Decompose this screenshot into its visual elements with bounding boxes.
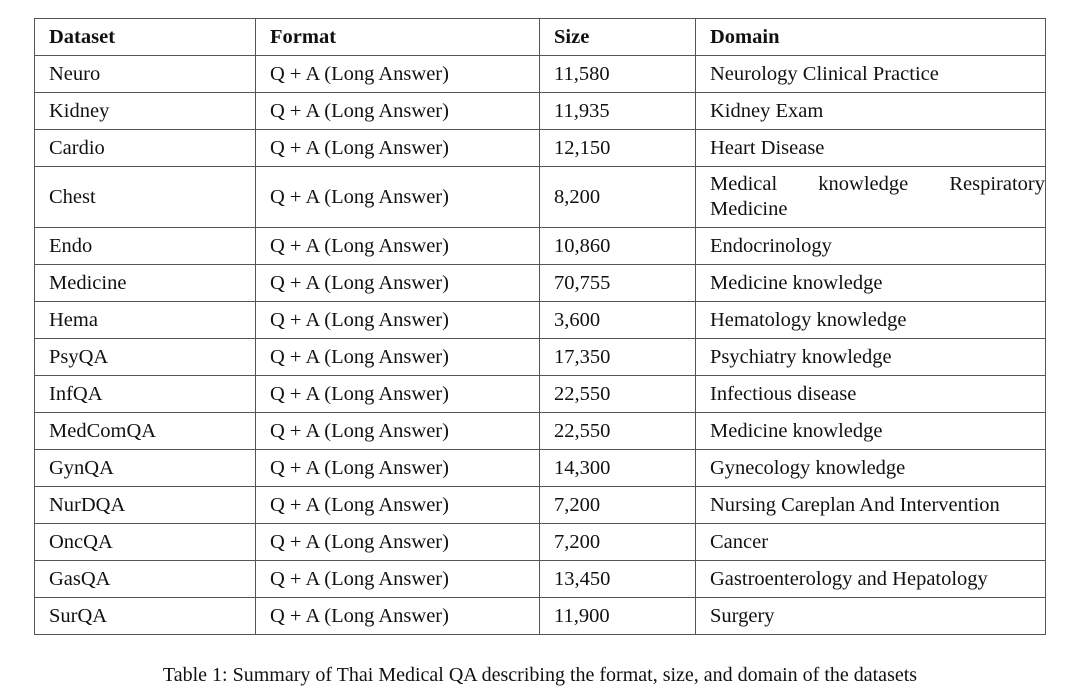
cell-dataset: Chest bbox=[35, 167, 256, 228]
cell-domain: Hematology knowledge bbox=[696, 302, 1046, 339]
table-header-row bbox=[35, 19, 1046, 56]
table-row bbox=[35, 228, 1046, 265]
cell-format: Q + A (Long Answer) bbox=[256, 93, 540, 130]
cell-domain: Neurology Clinical Practice bbox=[696, 56, 1046, 93]
cell-domain: Kidney Exam bbox=[696, 93, 1046, 130]
table-row bbox=[35, 265, 1046, 302]
cell-domain: Surgery bbox=[696, 598, 1046, 635]
table-caption: Table 1: Summary of Thai Medical QA describing the format, size, and domain of the datasets bbox=[162, 664, 918, 686]
cell-dataset: NurDQA bbox=[35, 487, 256, 524]
cell-format: Q + A (Long Answer) bbox=[256, 413, 540, 450]
cell-size: 22,550 bbox=[540, 376, 696, 413]
cell-format: Q + A (Long Answer) bbox=[256, 265, 540, 302]
cell-size: 7,200 bbox=[540, 487, 696, 524]
cell-size: 11,900 bbox=[540, 598, 696, 635]
cell-format: Q + A (Long Answer) bbox=[256, 524, 540, 561]
cell-domain: Endocrinology bbox=[696, 228, 1046, 265]
table-row bbox=[35, 561, 1046, 598]
table-row bbox=[35, 450, 1046, 487]
cell-dataset: Neuro bbox=[35, 56, 256, 93]
cell-domain: Medicine knowledge bbox=[696, 265, 1046, 302]
cell-format: Q + A (Long Answer) bbox=[256, 450, 540, 487]
cell-format: Q + A (Long Answer) bbox=[256, 56, 540, 93]
cell-size: 70,755 bbox=[540, 265, 696, 302]
cell-size: 3,600 bbox=[540, 302, 696, 339]
cell-domain: Cancer bbox=[696, 524, 1046, 561]
cell-dataset: Hema bbox=[35, 302, 256, 339]
cell-dataset: Endo bbox=[35, 228, 256, 265]
table-row bbox=[35, 130, 1046, 167]
cell-size: 13,450 bbox=[540, 561, 696, 598]
cell-size: 22,550 bbox=[540, 413, 696, 450]
header-dataset: Dataset bbox=[35, 19, 256, 56]
cell-domain: Gastroenterology and Hepatology bbox=[696, 561, 1046, 598]
header-format: Format bbox=[256, 19, 540, 56]
table-row bbox=[35, 339, 1046, 376]
table-row bbox=[35, 93, 1046, 130]
cell-format: Q + A (Long Answer) bbox=[256, 487, 540, 524]
table-row bbox=[35, 487, 1046, 524]
cell-domain: Nursing Careplan And Intervention bbox=[696, 487, 1046, 524]
cell-size: 11,935 bbox=[540, 93, 696, 130]
table-row bbox=[35, 302, 1046, 339]
cell-format: Q + A (Long Answer) bbox=[256, 302, 540, 339]
datasets-table bbox=[34, 18, 1046, 635]
cell-size: 17,350 bbox=[540, 339, 696, 376]
cell-dataset: GasQA bbox=[35, 561, 256, 598]
cell-size: 12,150 bbox=[540, 130, 696, 167]
cell-dataset: PsyQA bbox=[35, 339, 256, 376]
cell-format: Q + A (Long Answer) bbox=[256, 167, 540, 228]
cell-format: Q + A (Long Answer) bbox=[256, 339, 540, 376]
cell-domain: Infectious disease bbox=[696, 376, 1046, 413]
header-size: Size bbox=[540, 19, 696, 56]
cell-size: 14,300 bbox=[540, 450, 696, 487]
table-row bbox=[35, 56, 1046, 93]
cell-dataset: Kidney bbox=[35, 93, 256, 130]
cell-dataset: InfQA bbox=[35, 376, 256, 413]
cell-size: 8,200 bbox=[540, 167, 696, 228]
cell-domain bbox=[696, 167, 1046, 228]
cell-dataset: Medicine bbox=[35, 265, 256, 302]
cell-format: Q + A (Long Answer) bbox=[256, 130, 540, 167]
cell-domain: Gynecology knowledge bbox=[696, 450, 1046, 487]
cell-format: Q + A (Long Answer) bbox=[256, 561, 540, 598]
cell-domain: Heart Disease bbox=[696, 130, 1046, 167]
cell-format: Q + A (Long Answer) bbox=[256, 228, 540, 265]
cell-dataset: Cardio bbox=[35, 130, 256, 167]
table-row bbox=[35, 167, 1046, 228]
cell-domain: Medicine knowledge bbox=[696, 413, 1046, 450]
header-domain: Domain bbox=[696, 19, 1046, 56]
cell-domain: Psychiatry knowledge bbox=[696, 339, 1046, 376]
table-row bbox=[35, 413, 1046, 450]
table-row bbox=[35, 376, 1046, 413]
cell-dataset: MedComQA bbox=[35, 413, 256, 450]
table-row bbox=[35, 598, 1046, 635]
cell-size: 7,200 bbox=[540, 524, 696, 561]
cell-domain-text: Medical knowledge Respiratory Medicine bbox=[710, 173, 1045, 220]
cell-dataset: SurQA bbox=[35, 598, 256, 635]
cell-dataset: GynQA bbox=[35, 450, 256, 487]
cell-format: Q + A (Long Answer) bbox=[256, 376, 540, 413]
cell-size: 11,580 bbox=[540, 56, 696, 93]
cell-size: 10,860 bbox=[540, 228, 696, 265]
cell-format: Q + A (Long Answer) bbox=[256, 598, 540, 635]
cell-dataset: OncQA bbox=[35, 524, 256, 561]
table-row bbox=[35, 524, 1046, 561]
